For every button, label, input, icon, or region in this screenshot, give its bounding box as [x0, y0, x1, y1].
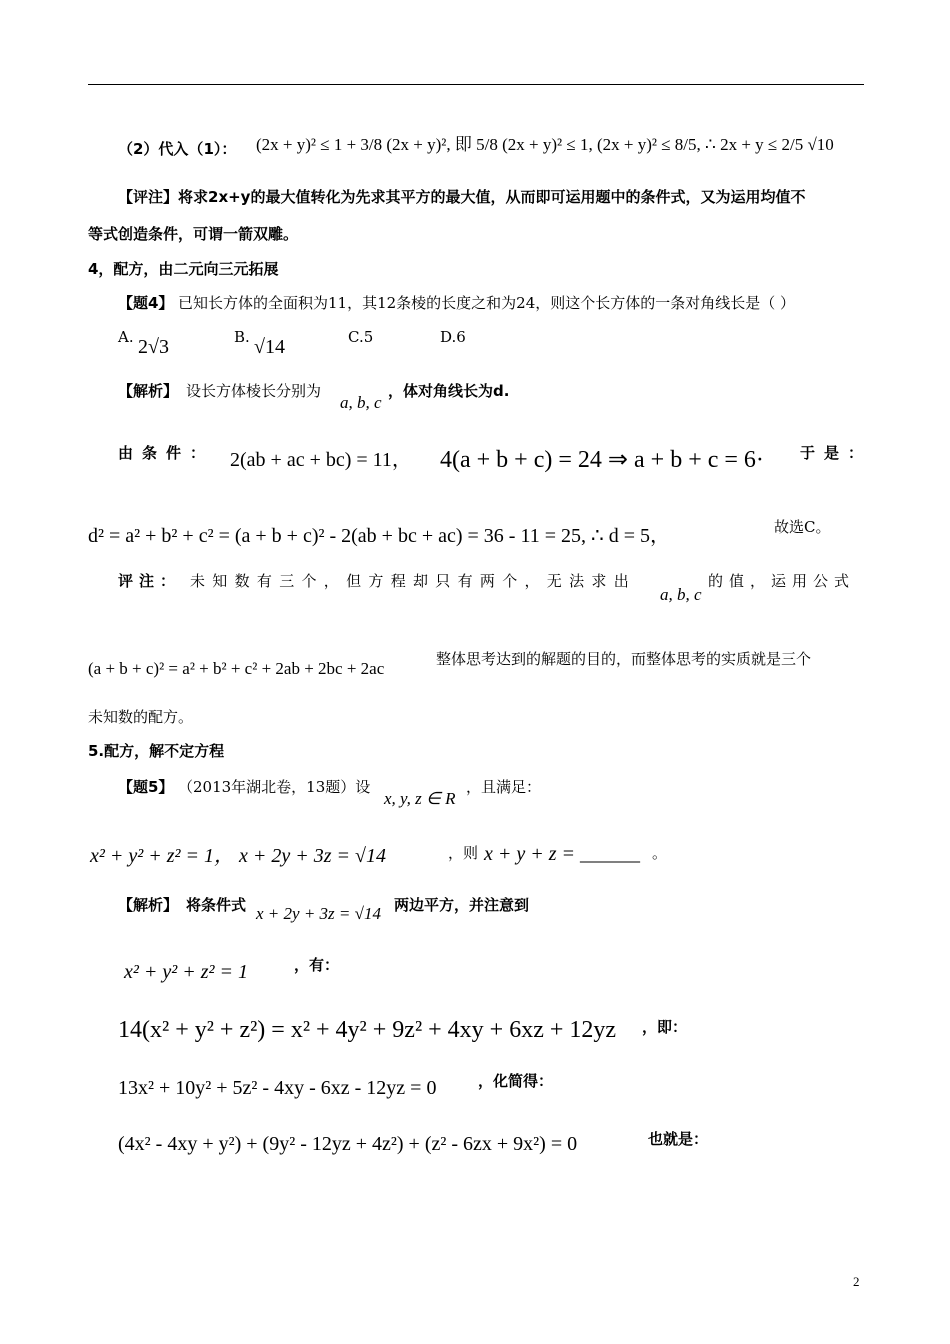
- therefore-label: 于是：: [800, 444, 873, 462]
- step-1-tail: ，有：: [294, 956, 340, 974]
- answer-choice-4: 故选C。: [774, 518, 831, 536]
- option-c: C.5: [348, 328, 374, 346]
- expansion-formula: (a + b + c)² = a² + b² + c² + 2ab + 2bc + 2ac: [88, 659, 385, 678]
- step-2-equation: 14(x² + y² + z²) = x² + 4y² + 9z² + 4xy + 6xz + 12yz: [118, 1017, 617, 1043]
- condition-equation-1: 2(ab + ac + bc) = 11，: [230, 449, 412, 471]
- question-end-5: 。: [652, 844, 668, 862]
- question-source-5: （2013年湖北卷，13题）设: [178, 778, 371, 796]
- solution-tail-5: 两边平方，并注意到: [394, 896, 530, 914]
- step-2-tail: ，即：: [642, 1018, 688, 1036]
- question-conditions-5: x² + y² + z² = 1， x + 2y + 3z = √14: [90, 845, 387, 867]
- formula-explanation: 整体思考达到的解题的目的，而整体思考的实质就是三个: [436, 650, 812, 668]
- section-heading-4: 4，配方，由二元向三元拓展: [88, 260, 279, 278]
- remark-tail-4: 的值，运用公式: [708, 572, 856, 590]
- option-a-label: A.: [118, 328, 134, 346]
- option-d: D.6: [440, 328, 466, 346]
- step-4-equation: (4x² - 4xy + y²) + (9y² - 12yz + 4z²) + (z² - 6zx + 9x²) = 0: [118, 1133, 578, 1155]
- step-3-equation: 13x² + 10y² + 5z² - 4xy - 6xz - 12yz = 0: [118, 1077, 437, 1099]
- step-4-tail: 也就是：: [648, 1130, 709, 1148]
- page-number: 2: [853, 1274, 860, 1289]
- option-b-label: B.: [234, 328, 250, 346]
- question-tail-5: ，且满足：: [466, 778, 542, 796]
- header-rule: [88, 84, 864, 85]
- step-label: （2）代入（1）：: [118, 140, 237, 158]
- remark-paragraph-line-1: 【评注】将求2x+y的最大值转化为先求其平方的最大值，从而即可运用题中的条件式，又为运用均值不: [118, 188, 806, 206]
- solution-tag-5: 【解析】: [118, 896, 179, 914]
- solution-tag-4: 【解析】: [118, 382, 179, 400]
- question-tag-4: 【题4】: [118, 294, 174, 312]
- condition-label: 由条件：: [118, 444, 215, 462]
- solution-text-5: 将条件式: [186, 896, 247, 914]
- question-ask-prefix: ，则: [448, 844, 479, 862]
- condition-equation-2: 4(a + b + c) = 24 ⇒ a + b + c = 6·: [440, 447, 764, 473]
- solution-variables-4: a, b, c: [340, 393, 382, 412]
- question-text-4: 已知长方体的全面积为11，其12条棱的长度之和为24，则这个长方体的一条对角线长是（ ）: [178, 294, 796, 312]
- remark-variables-4: a, b, c: [660, 585, 702, 604]
- option-b-value: √14: [254, 336, 285, 358]
- remark-label-4: 评注：: [118, 572, 182, 590]
- question-ask-5: x + y + z = ______: [484, 843, 641, 865]
- solution-tail-4: ，体对角线长为d.: [388, 382, 510, 400]
- diagonal-derivation: d² = a² + b² + c² = (a + b + c)² - 2(ab + bc + ac) = 36 - 11 = 25, ∴ d = 5，: [88, 525, 671, 547]
- math-inequality-chain: (2x + y)² ≤ 1 + 3/8 (2x + y)², 即 5/8 (2x + y)² ≤ 1, (2x + y)² ≤ 8/5, ∴ 2x + y ≤ 2/5 √10: [256, 135, 834, 154]
- question-tag-5: 【题5】: [118, 778, 174, 796]
- solution-text-4: 设长方体棱长分别为: [186, 382, 322, 400]
- remark-text-4: 未知数有三个，但方程却只有两个，无法求出: [190, 572, 637, 590]
- option-a-value: 2√3: [138, 336, 169, 358]
- section-heading-5: 5.配方，解不定方程: [88, 742, 225, 760]
- step-3-tail: ，化简得：: [478, 1072, 554, 1090]
- solution-condition-5: x + 2y + 3z = √14: [256, 904, 381, 923]
- formula-explanation-2: 未知数的配方。: [88, 708, 194, 726]
- step-1-equation: x² + y² + z² = 1: [124, 961, 249, 983]
- question-variables-5: x, y, z ∈ R: [384, 789, 456, 808]
- remark-paragraph-line-2: 等式创造条件，可谓一箭双雕。: [88, 225, 299, 243]
